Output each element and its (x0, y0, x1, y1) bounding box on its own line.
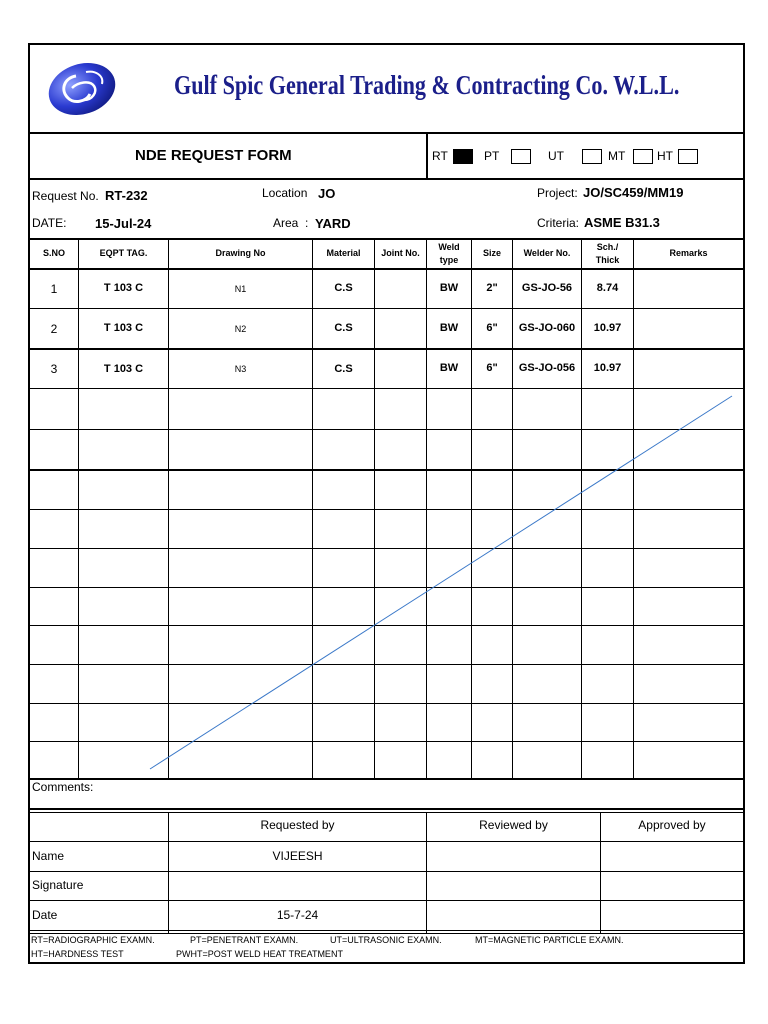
cell-welder-no: GS-JO-060 (518, 322, 576, 334)
signature-label: Signature (32, 878, 84, 892)
cell-eqpt-tag: T 103 C (103, 322, 144, 334)
date-label: DATE: (32, 216, 67, 230)
ut-label: UT (548, 149, 564, 163)
area-separator: : (305, 216, 309, 230)
date-row-label: Date (32, 908, 58, 922)
project-label: Project: (537, 186, 578, 200)
approved-by-header: Approved by (638, 818, 706, 832)
requested-name-value: VIJEESH (272, 849, 323, 863)
col-header-welder-no: Welder No. (523, 248, 571, 258)
location-value: JO (318, 186, 336, 201)
criteria-label: Criteria: (537, 216, 580, 230)
cell-weld-type: BW (439, 322, 459, 334)
rt-label: RT (432, 149, 448, 163)
area-value: YARD (315, 216, 351, 231)
area-label: Area (273, 216, 299, 230)
cell-drawing-no: N2 (234, 324, 247, 334)
criteria-value: ASME B31.3 (584, 215, 660, 230)
legend-rt: RT=RADIOGRAPHIC EXAMN. (31, 935, 155, 945)
cell-drawing-no: N1 (234, 284, 247, 294)
cell-weld-type: BW (439, 282, 459, 294)
cell-welder-no: GS-JO-56 (521, 282, 573, 294)
ht-label: HT (657, 149, 673, 163)
legend-ut: UT=ULTRASONIC EXAMN. (330, 935, 442, 945)
cell-material: C.S (334, 282, 353, 294)
project-value: JO/SC459/MM19 (583, 185, 684, 200)
col-header-size: Size (482, 248, 501, 258)
cell-sch-thick: 8.74 (596, 282, 619, 294)
cell-drawing-no: N3 (234, 364, 247, 374)
pt-label: PT (484, 149, 500, 163)
col-header-sch-2: Thick (595, 255, 620, 265)
requested-date-value: 15-7-24 (276, 908, 319, 922)
legend-mt: MT=MAGNETIC PARTICLE EXAMN. (475, 935, 624, 945)
cell-size: 2" (486, 282, 498, 294)
col-header-remarks: Remarks (669, 248, 708, 258)
company-name: Gulf Spic General Trading & Contracting Co. W.L.L. (174, 70, 680, 100)
col-header-weld-type-2: type (439, 255, 459, 265)
legend-pwht: PWHT=POST WELD HEAT TREATMENT (176, 949, 343, 959)
cell-size: 6" (486, 322, 498, 334)
cell-eqpt-tag: T 103 C (103, 363, 144, 375)
cell-sno: 2 (50, 322, 58, 336)
date-value: 15-Jul-24 (95, 216, 152, 231)
requested-by-header: Requested by (260, 818, 335, 832)
form-title: NDE REQUEST FORM (135, 147, 292, 164)
mt-label: MT (608, 149, 626, 163)
cell-eqpt-tag: T 103 C (103, 282, 144, 294)
col-header-sch-1: Sch./ (596, 242, 619, 252)
cell-size: 6" (486, 362, 498, 374)
legend-ht: HT=HARDNESS TEST (31, 949, 124, 959)
location-label: Location (262, 186, 308, 200)
reviewed-by-header: Reviewed by (479, 818, 548, 832)
col-header-eqpt-tag: EQPT TAG. (99, 248, 148, 258)
cell-welder-no: GS-JO-056 (518, 362, 576, 374)
cell-sno: 3 (50, 362, 58, 376)
col-header-material: Material (326, 248, 361, 258)
col-header-sno: S.NO (42, 248, 65, 258)
cell-sch-thick: 10.97 (593, 362, 622, 374)
request-no-value: RT-232 (105, 188, 148, 203)
col-header-joint-no: Joint No. (381, 248, 420, 258)
cell-material: C.S (334, 363, 353, 375)
cell-sno: 1 (50, 282, 58, 296)
comments-label: Comments: (32, 780, 94, 794)
request-no-label: Request No. (32, 189, 99, 203)
cell-sch-thick: 10.97 (593, 322, 622, 334)
col-header-drawing-no: Drawing No (215, 248, 266, 258)
col-header-weld-type-1: Weld (438, 242, 460, 252)
cell-weld-type: BW (439, 362, 459, 374)
legend-pt: PT=PENETRANT EXAMN. (190, 935, 299, 945)
name-label: Name (32, 849, 65, 863)
cell-material: C.S (334, 322, 353, 334)
